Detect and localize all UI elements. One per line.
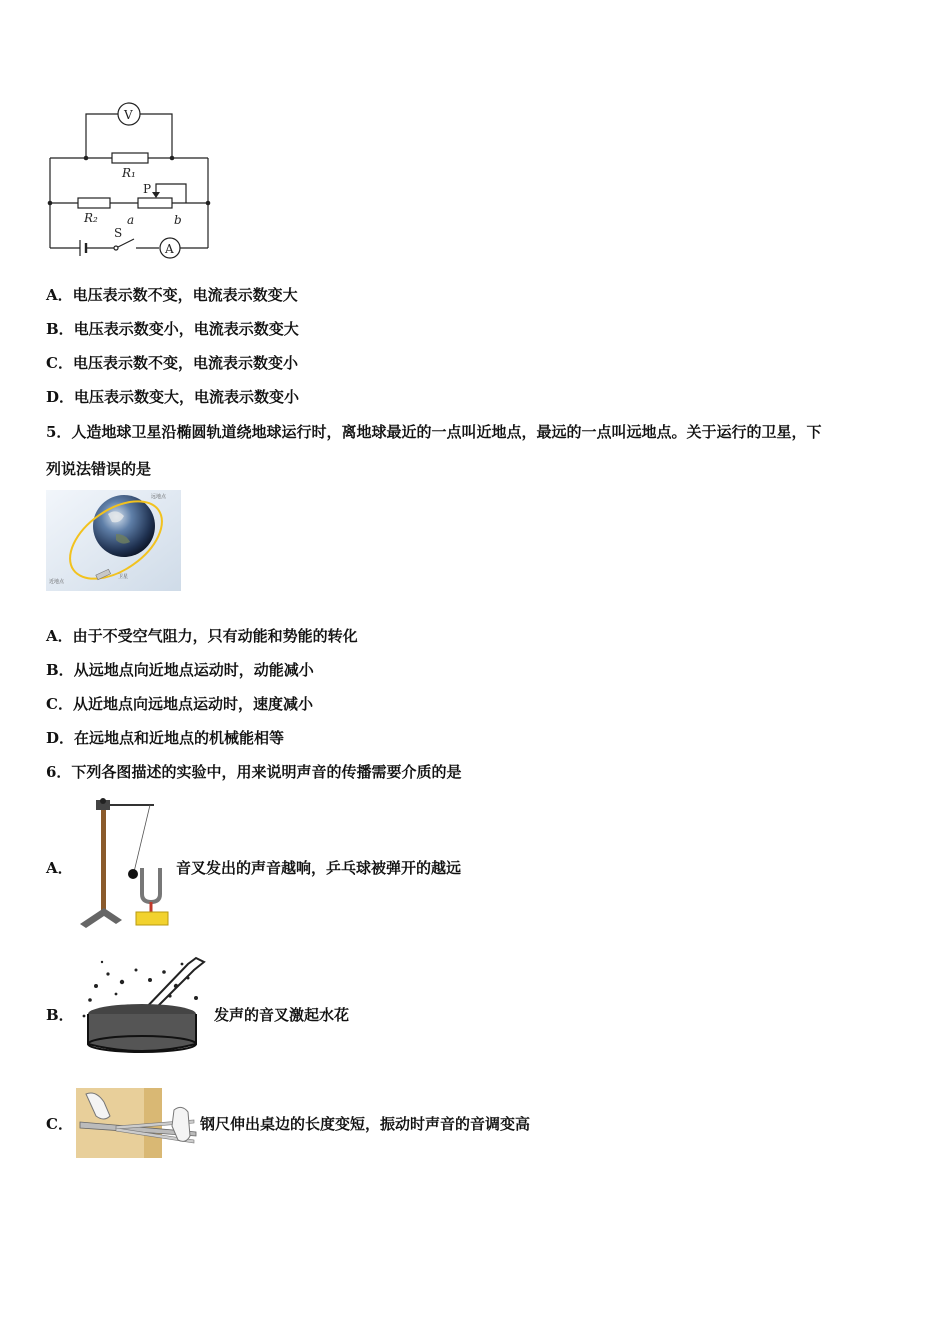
r2-label: R₂: [84, 211, 98, 225]
q4-option-a: A．电压表示数不变，电流表示数变大: [46, 286, 298, 304]
q6-option-c-label: C．: [46, 1115, 73, 1133]
q5-option-c: C．从近地点向远地点运动时，速度减小: [46, 695, 313, 713]
voltmeter-label: V: [124, 108, 133, 122]
ammeter-label: A: [165, 242, 174, 256]
q5-stem-line2: 列说法错误的是: [46, 460, 152, 478]
steel-ruler-figure: [76, 1088, 200, 1158]
end-b-label: b: [174, 213, 182, 227]
q5-option-b: B．从远地点向近地点运动时，动能减小: [46, 661, 314, 679]
r1-label: R₁: [122, 166, 136, 180]
q5-option-d: D．在远地点和近地点的机械能相等: [46, 729, 285, 747]
slider-label: P: [143, 182, 152, 196]
q6-option-b-label: B．: [46, 1006, 74, 1024]
q6-option-c-text: 钢尺伸出桌边的长度变短，振动时声音的音调变高: [200, 1115, 531, 1133]
tuning-fork-water-figure: [76, 952, 211, 1058]
end-a-label: a: [127, 213, 135, 227]
satellite-label: 卫星: [118, 574, 129, 580]
q5-option-a: A．由于不受空气阻力，只有动能和势能的转化: [46, 627, 358, 645]
perigee-label: 近地点: [49, 579, 65, 585]
q5-stem-line1: 5．人造地球卫星沿椭圆轨道绕地球运行时，离地球最近的一点叫近地点，最远的一点叫远地点。关于运行的卫星，下: [46, 423, 822, 441]
apogee-label: 远地点: [151, 494, 167, 500]
q6-stem: 6．下列各图描述的实验中，用来说明声音的传播需要介质的是: [46, 763, 462, 781]
q6-option-a-label: A．: [46, 859, 73, 877]
tuning-fork-pendulum-figure: [76, 796, 176, 930]
satellite-orbit-figure: [46, 490, 181, 591]
switch-label: S: [114, 226, 123, 240]
q4-option-d: D．电压表示数变大，电流表示数变小: [46, 388, 300, 406]
q4-option-c: C．电压表示数不变，电流表示数变小: [46, 354, 298, 372]
q6-option-b-text: 发声的音叉激起水花: [214, 1006, 350, 1024]
q6-option-a-text: 音叉发出的声音越响，乒乓球被弹开的越远: [176, 859, 462, 877]
circuit-diagram: [46, 100, 212, 265]
q4-option-b: B．电压表示数变小，电流表示数变大: [46, 320, 299, 338]
